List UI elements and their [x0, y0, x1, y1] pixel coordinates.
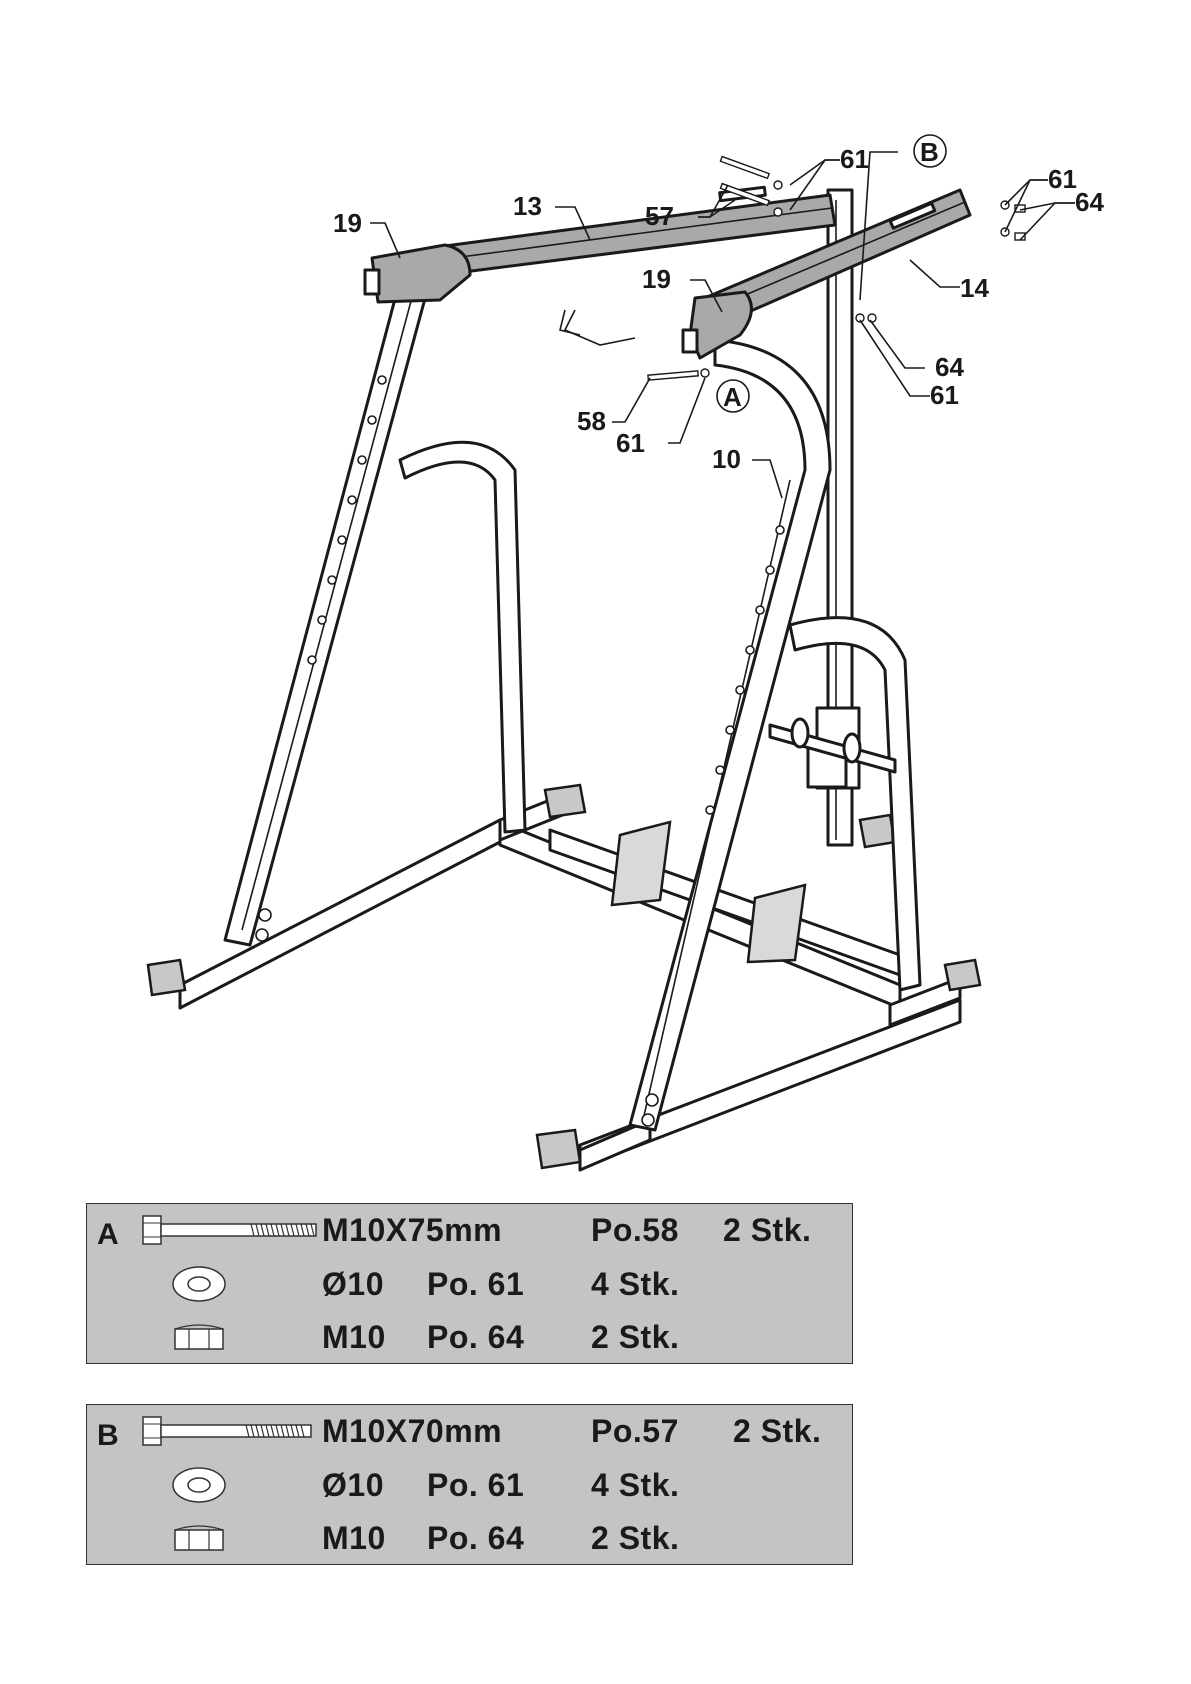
- foot-cap-rear-right: [945, 960, 980, 990]
- foot-cap-front-left: [148, 960, 185, 995]
- hardware-qty: 2 Stk.: [591, 1319, 680, 1355]
- hardware-size: M10X75mm: [322, 1212, 503, 1248]
- washer-icon: [149, 1465, 329, 1505]
- hardware-qty: 2 Stk.: [723, 1212, 812, 1248]
- hardware-part-no: Po. 64: [427, 1520, 525, 1556]
- hardware-size: M10: [322, 1319, 386, 1355]
- callout-13: 13: [513, 191, 542, 221]
- bolt-icon: [141, 1411, 321, 1451]
- hardware-part-no: Po. 61: [427, 1467, 525, 1503]
- hardware-part-no: Po. 61: [427, 1266, 525, 1302]
- hardware-part-no: Po.58: [591, 1212, 679, 1248]
- hardware-box-letter: A: [97, 1218, 119, 1251]
- hardware-part-no: Po.57: [591, 1413, 679, 1449]
- hardware-row-nut: [87, 1512, 852, 1564]
- callout-19-right: 19: [642, 264, 671, 294]
- hardware-qty: 4 Stk.: [591, 1266, 680, 1302]
- nut-icon: [149, 1317, 329, 1357]
- base-frame: [180, 790, 960, 1170]
- bolt-icon: [141, 1210, 321, 1250]
- hardware-part-no: Po. 64: [427, 1319, 525, 1355]
- left-upright: [225, 280, 430, 945]
- callout-19-left: 19: [333, 208, 362, 238]
- callout-61-mid: 61: [930, 380, 959, 410]
- top-rail-13: [365, 187, 835, 345]
- foot-plate-left: [612, 822, 670, 905]
- callout-58: 58: [577, 406, 606, 436]
- callout-64-right: 64: [1075, 187, 1104, 217]
- callout-10: 10: [712, 444, 741, 474]
- hardware-box-a: [86, 1203, 853, 1364]
- hardware-size: Ø10: [322, 1467, 384, 1503]
- hardware-box-letter: B: [97, 1419, 119, 1452]
- washer-icon: [149, 1264, 329, 1304]
- callout-64-mid: 64: [935, 352, 964, 382]
- hardware-row-nut: [87, 1311, 852, 1363]
- foot-plate-right: [748, 885, 805, 962]
- hardware-qty: 4 Stk.: [591, 1467, 680, 1503]
- callout-61-top: 61: [840, 144, 869, 174]
- callout-61-right: 61: [1048, 164, 1077, 194]
- foot-cap-rear-left: [545, 785, 585, 817]
- hardware-qty: 2 Stk.: [733, 1413, 822, 1449]
- callout-61-lower: 61: [616, 428, 645, 458]
- hardware-qty: 2 Stk.: [591, 1520, 680, 1556]
- callout-a: A: [723, 382, 742, 412]
- hardware-row-washer: [87, 1459, 852, 1511]
- hardware-size: M10X70mm: [322, 1413, 503, 1449]
- nut-icon: [149, 1518, 329, 1558]
- foot-cap-front-right: [537, 1130, 580, 1168]
- callout-14: 14: [960, 273, 989, 303]
- callout-b: B: [920, 137, 939, 167]
- hardware-size: M10: [322, 1520, 386, 1556]
- hardware-row-bolt: [87, 1204, 852, 1256]
- callout-57: 57: [645, 201, 674, 231]
- hardware-size: Ø10: [322, 1266, 384, 1302]
- hardware-box-b: [86, 1404, 853, 1565]
- hardware-row-bolt: [87, 1405, 852, 1457]
- bolts-a: [648, 369, 709, 380]
- foot-cap-rear-center: [860, 815, 895, 847]
- hardware-row-washer: [87, 1258, 852, 1310]
